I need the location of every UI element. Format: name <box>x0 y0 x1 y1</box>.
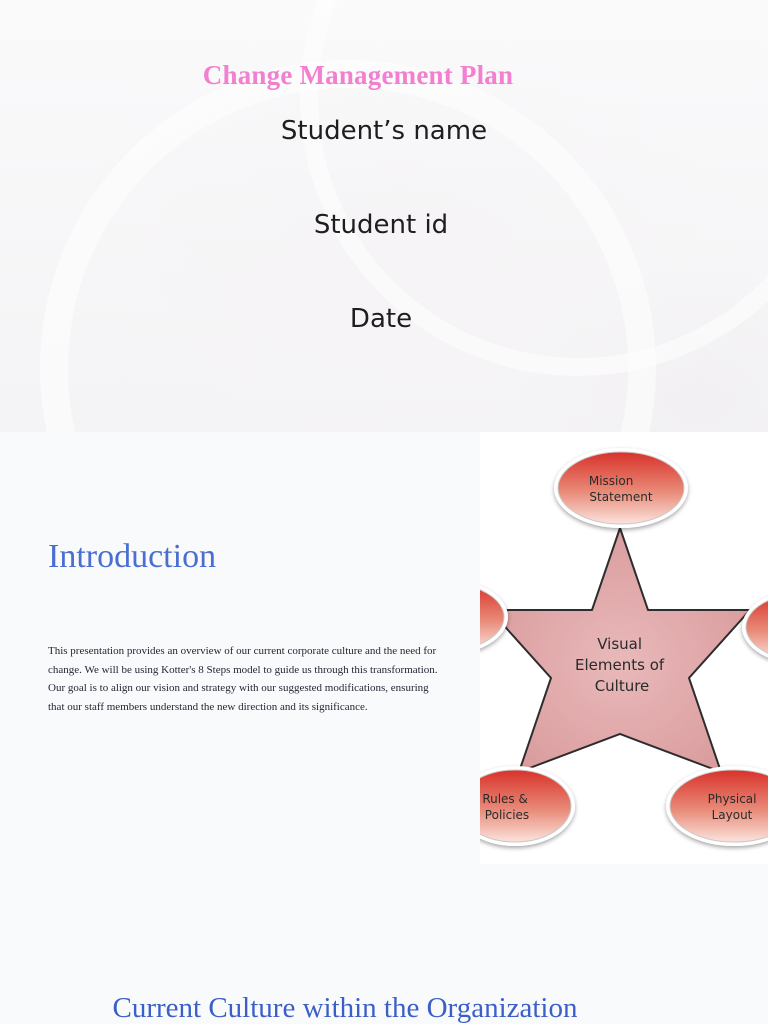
student-name-placeholder: Student’s name <box>280 116 488 146</box>
node-mission-statement <box>554 448 688 528</box>
center-label-line: Elements of <box>575 656 665 674</box>
node-physical-layout <box>666 766 768 846</box>
date-placeholder: Date <box>349 304 413 334</box>
student-id-placeholder: Student id <box>313 210 449 240</box>
node-label: Mission Statement <box>588 474 653 504</box>
node-rules-policies <box>480 766 575 846</box>
presentation-title: Change Management Plan <box>202 60 514 90</box>
current-culture-slide <box>0 864 768 1024</box>
star-diagram <box>480 432 768 864</box>
culture-elements-diagram <box>480 432 768 864</box>
node-label: Physical Layout <box>707 792 757 822</box>
current-culture-heading: Current Culture within the Organization <box>112 992 578 1024</box>
node-label: Rules & Policies <box>482 792 530 822</box>
center-label-line: Culture <box>594 677 650 695</box>
introduction-slide <box>0 432 768 864</box>
center-label-line: Visual <box>597 635 642 653</box>
node-left-partial <box>480 579 508 655</box>
node-right-partial <box>742 589 768 665</box>
introduction-heading: Introduction <box>48 538 217 575</box>
title-slide <box>0 0 768 432</box>
introduction-body: This presentation provides an overview of our current corporate culture and the need for change. We will be using Kotter's 8 Steps model to guide us through this transformation. Our goal is to align our vision and strategy with our suggested modifications, ensuring that our staff members understand the new direction and its significance. <box>48 645 438 714</box>
